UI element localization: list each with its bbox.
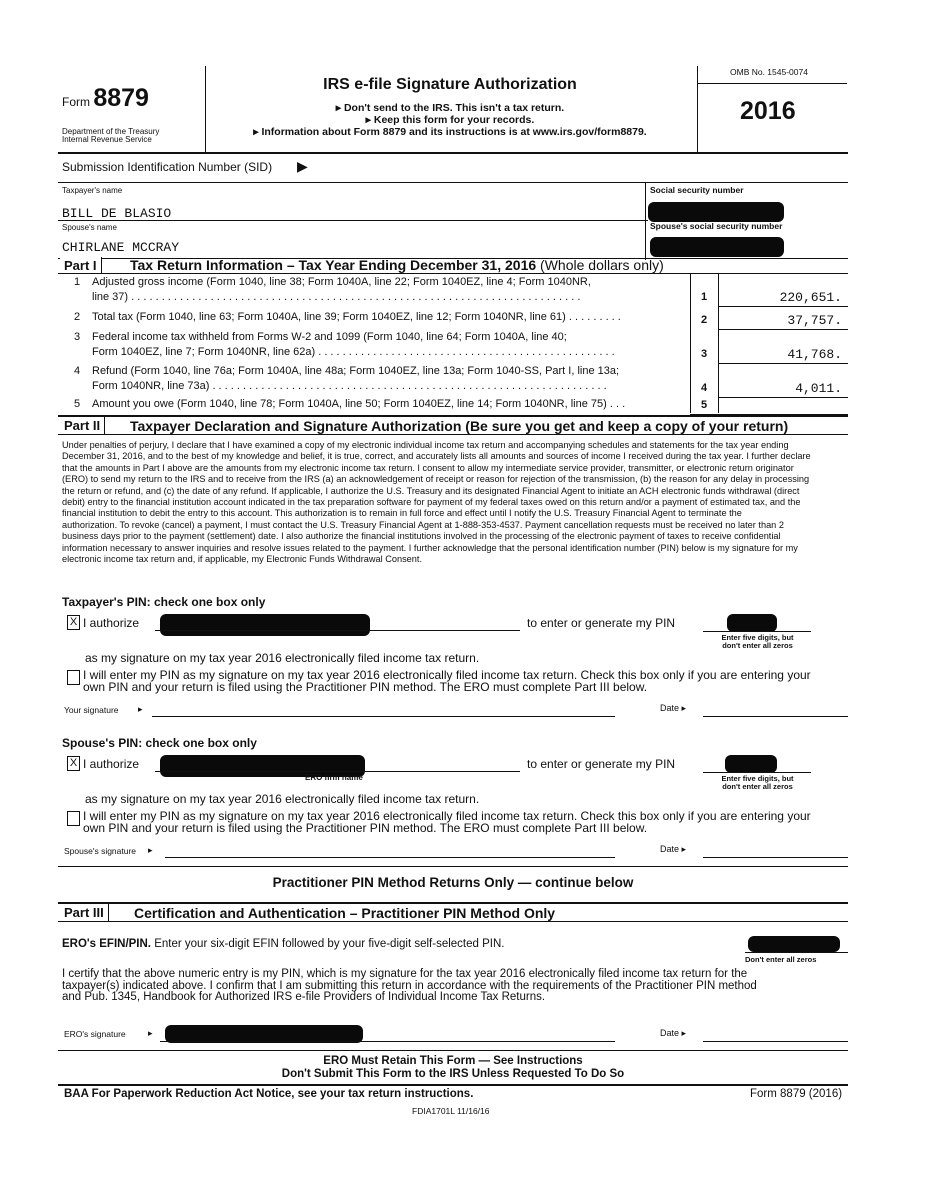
baa-notice: BAA For Paperwork Reduction Act Notice, see your tax return instructions. (64, 1088, 474, 1100)
line-number: 5 (74, 398, 81, 410)
line-amount[interactable]: 220,651. (779, 290, 842, 305)
taxpayer-own-pin-checkbox[interactable] (67, 670, 80, 685)
practitioner-top-rule (58, 866, 848, 867)
spouse-pin-heading: Spouse's PIN: check one box only (62, 736, 257, 750)
part2-top-rule (58, 415, 848, 417)
line-description: Total tax (Form 1040, line 63; Form 1040A, line 39; Form 1040EZ, line 12; Form 1040NR, line 61) . . . . . . . . . (92, 311, 621, 323)
taxpayer-name-value: BILL DE BLASIO (62, 206, 172, 221)
form-number: 8879 (93, 84, 149, 112)
spouse-date-label: Date ▸ (660, 844, 687, 854)
line-number-column-right (718, 273, 719, 413)
amount-rule (718, 306, 848, 307)
part2-title: Taxpayer Declaration and Signature Authorization (Be sure you get and keep a copy of your return) (130, 418, 789, 434)
declaration-line: electronic income tax return and, if applicable, my Electronic Funds Withdrawal Consent. (62, 554, 423, 565)
part1-title: Tax Return Information – Tax Year Ending December 31, 2016 (130, 257, 537, 273)
part2-heading-rule (58, 434, 848, 435)
spouse-enter-pin-label: to enter or generate my PIN (527, 757, 676, 771)
form-label (62, 84, 149, 113)
spouse-ssn-label: Spouse's social security number (650, 221, 783, 231)
taxpayer-ero-redaction (160, 614, 370, 636)
line-box-number: 5 (701, 399, 708, 411)
retain-notice (58, 1055, 848, 1080)
amount-rule (718, 329, 848, 330)
taxpayer-pin-heading: Taxpayer's PIN: check one box only (62, 595, 266, 609)
taxpayer-as-signature: as my signature on my tax year 2016 electronically filed income tax return. (85, 651, 480, 665)
spouse-name-label: Spouse's name (62, 223, 117, 232)
line-box-number: 3 (701, 348, 708, 360)
part3-title: Certification and Authentication – Practitioner PIN Method Only (134, 905, 556, 921)
part1-title-note: (Whole dollars only) (540, 257, 664, 273)
efin-text: Enter your six-digit EFIN followed by your five-digit self-selected PIN. (154, 938, 505, 950)
spouse-name-value: CHIRLANE MCCRAY (62, 240, 180, 255)
line-description-continued: Form 1040EZ, line 7; Form 1040NR, line 62a) . . . . . . . . . . . . . . . . . . . . . . . . . . . . . . . . . . . . . . . . . . . . . . . . . (92, 346, 615, 358)
retain-line-1: ERO Must Retain This Form — See Instructions (323, 1055, 583, 1067)
form-title: IRS e-file Signature Authorization (323, 76, 577, 93)
line-description: Adjusted gross income (Form 1040, line 38; Form 1040A, line 22; Form 1040EZ, line 4; Form 1040NR, (92, 276, 591, 288)
spouse-authorize-label: I authorize (83, 757, 140, 771)
line-amount[interactable]: 37,757. (787, 313, 842, 328)
subtitle-line-1: ▸ Don't send to the IRS. This isn't a tax return. (335, 102, 565, 114)
ero-signature-field[interactable] (160, 1041, 615, 1042)
efin-pin-redaction (748, 936, 840, 952)
your-signature-field[interactable] (152, 716, 615, 717)
line-box-number: 4 (701, 382, 708, 394)
declaration-line: business days prior to the payment (settlement) date. I also authorize the financial institutions involved in the processing of the electronic payment of taxes to receive confidential (62, 531, 781, 542)
certify-line-1: I certify that the above numeric entry is my PIN, which is my signature for the tax year 2016 electronically filed income tax return for the (62, 968, 748, 980)
part3-label: Part III (60, 904, 109, 921)
form-subtitle (215, 102, 685, 138)
line-description: Refund (Form 1040, line 76a; Form 1040A, line 48a; Form 1040EZ, line 13a; Form 1040-SS, Part I, line 13a; (92, 365, 620, 377)
taxpayer-own-pin-text (83, 669, 811, 693)
sid-label: Submission Identification Number (SID) (62, 160, 273, 174)
pin-hint-line-2: don't enter all zeros (722, 641, 793, 650)
subtitle-line-2: ▸ Keep this form for your records. (365, 114, 535, 126)
spouse-own-pin-text (83, 810, 811, 834)
omb-number: OMB No. 1545-0074 (730, 67, 808, 77)
amount-rule (718, 397, 848, 398)
own-pin-line-2: own PIN and your return is filed using the Practitioner PIN method. The ERO must complete Part III below. (83, 680, 648, 694)
ssn-divider (645, 182, 646, 260)
pin-hint-line-1: Enter five digits, but (721, 633, 794, 642)
declaration-text (62, 440, 852, 565)
line-description-continued: line 37) . . . . . . . . . . . . . . . . . . . . . . . . . . . . . . . . . . . . . . . . . . . . . . . . . . . . . . . . . . . . . . . . . . . . . . . . . . (92, 291, 581, 303)
declaration-line: December 31, 2016, and to the best of my knowledge and belief, it is true, correct, and accurately lists all amounts and sources of income I received during the tax year. I further declare (62, 451, 811, 462)
part1-heading-rule (58, 273, 848, 274)
spouse-pin-hint (700, 775, 815, 791)
part2-label: Part II (60, 417, 105, 434)
spouse-date-field[interactable] (703, 857, 848, 858)
line-number: 4 (74, 365, 81, 377)
ero-date-field[interactable] (703, 1041, 848, 1042)
taxpayer-pin-field[interactable] (703, 631, 811, 632)
line-amount[interactable]: 4,011. (795, 381, 842, 396)
taxpayer-ero-name-field[interactable] (155, 630, 520, 631)
line-number: 1 (74, 276, 81, 288)
spouse-signature-field[interactable] (165, 857, 615, 858)
own-pin-line-1: I will enter my PIN as my signature on my tax year 2016 electronically filed income tax return. Check this box only if you are entering your (83, 668, 811, 682)
line-number-column-left (690, 273, 691, 413)
declaration-line: Under penalties of perjury, I declare that I have examined a copy of my electronic individual income tax return and accompanying schedules and statements for the tax year ending (62, 440, 789, 450)
line-box-number: 1 (701, 291, 708, 303)
spouse-ero-name-field[interactable] (155, 771, 520, 772)
dept-line-1: Department of the Treasury (62, 127, 160, 136)
line-number: 3 (74, 331, 81, 343)
part3-heading-rule (58, 921, 848, 922)
spouse-as-signature: as my signature on my tax year 2016 electronically filed income tax return. (85, 792, 480, 806)
certification-text (62, 969, 757, 1004)
line-amount[interactable]: 41,768. (787, 347, 842, 362)
own-pin-line-1: I will enter my PIN as my signature on my tax year 2016 electronically filed income tax return. Check this box only if you are entering your (83, 809, 811, 823)
declaration-line: authorization. To revoke (cancel) a payment, I must contact the U.S. Treasury Financial Agent at 1-888-353-4537. Payment cancellation requests must be received no later than 2 (62, 519, 784, 530)
spouse-own-pin-checkbox[interactable] (67, 811, 80, 826)
efin-label: ERO's EFIN/PIN. (62, 938, 152, 950)
line-box-number: 2 (701, 314, 708, 326)
spouse-signature-arrow-icon: ▸ (148, 845, 153, 855)
retain-top-rule (58, 1050, 848, 1051)
part1-label: Part I (60, 257, 102, 274)
form-code: FDIA1701L 11/16/16 (412, 1106, 490, 1116)
taxpayer-pin-redaction (727, 614, 777, 632)
line-description-continued: Form 1040NR, line 73a) . . . . . . . . . . . . . . . . . . . . . . . . . . . . . . . . . . . . . . . . . . . . . . . . . . . . . . . . . . . . . . . . . (92, 380, 607, 392)
ero-signature-arrow-icon: ▸ (148, 1028, 153, 1038)
taxpayer-authorize-checkbox[interactable]: X (67, 615, 80, 630)
sid-bottom-rule (58, 182, 848, 183)
taxpayer-name-rule (58, 220, 648, 221)
omb-rule (697, 83, 847, 84)
part3-top-rule (58, 902, 848, 904)
subtitle-line-3: ▸ Information about Form 8879 and its instructions is at www.irs.gov/form8879. (253, 126, 647, 138)
dept-line-2: Internal Revenue Service (62, 135, 152, 144)
pin-hint-line-1: Enter five digits, but (721, 774, 794, 783)
your-signature-label: Your signature (64, 705, 119, 715)
amount-rule (718, 363, 848, 364)
declaration-line: that the amounts in Part I above are the amounts from my electronic income tax return. I consent to allow my intermediate service provider, transmitter, or electronic return originator (62, 462, 794, 473)
certify-line-3: and Pub. 1345, Handbook for Authorized IRS e-file Providers of Individual Income Tax Returns. (62, 991, 546, 1003)
spouse-authorize-checkbox[interactable]: X (67, 756, 80, 771)
ssn-label: Social security number (650, 185, 744, 195)
retain-line-2: Don't Submit This Form to the IRS Unless Requested To Do So (281, 1067, 625, 1080)
ero-date-label: Date ▸ (660, 1028, 687, 1038)
declaration-line: information necessary to answer inquiries and resolve issues related to the payment. I further acknowledge that the personal identification number (PIN) below is my signature for my (62, 542, 798, 553)
form-word: Form (62, 95, 90, 109)
taxpayer-name-label: Taxpayer's name (62, 186, 123, 195)
certify-line-2: taxpayer(s) indicated above. I confirm that I am submitting this return in accordance with the requirements of the Practitioner PIN method (62, 979, 757, 992)
declaration-line: debit) entry to the financial institution account indicated in the tax preparation software for payment of my federal taxes owed on this return and/or a payment of estimated tax, and the (62, 497, 801, 508)
your-date-field[interactable] (703, 716, 848, 717)
declaration-line: the return or refund, and (c) the date of any refund. If applicable, I authorize the U.S. Treasury and its designated Financial Agent to initiate an ACH electronic funds withdrawal (direct (62, 485, 800, 496)
tax-year: 2016 (740, 97, 796, 125)
taxpayer-authorize-label: I authorize (83, 616, 140, 630)
sid-arrow-icon: ▶ (297, 158, 308, 174)
header-divider-right (697, 66, 698, 152)
part1-heading (130, 257, 664, 273)
line-description: Federal income tax withheld from Forms W-2 and 1099 (Form 1040, line 64; Form 1040A, line 40; (92, 331, 567, 343)
spouse-pin-redaction (725, 755, 777, 773)
efin-zeros-note: Don't enter all zeros (745, 955, 817, 964)
taxpayer-pin-hint (700, 634, 815, 650)
declaration-line: financial institution to debit the entry to this account. This authorization is to remain in full force and effect until I notify the U.S. Treasury Financial Agent to terminate the (62, 508, 742, 519)
your-signature-arrow-icon: ▸ (138, 704, 143, 714)
ssn-redaction (648, 202, 784, 222)
efin-pin-field[interactable] (745, 952, 848, 953)
spouse-pin-field[interactable] (703, 772, 811, 773)
efin-instruction (62, 938, 504, 950)
ero-firm-name-label: ERO firm name (305, 773, 363, 782)
your-date-label: Date ▸ (660, 703, 687, 713)
own-pin-line-2: own PIN and your return is filed using the Practitioner PIN method. The ERO must complete Part III below. (83, 821, 648, 835)
taxpayer-enter-pin-label: to enter or generate my PIN (527, 616, 676, 630)
pin-hint-line-2: don't enter all zeros (722, 782, 793, 791)
header-bottom-rule (58, 152, 848, 154)
footer-top-rule (58, 1084, 848, 1086)
declaration-line: (ERO) to send my return to the IRS and to receive from the IRS (a) an acknowledgement of receipt or reason for rejection of the transmission, (b) the reason for any delay in processing (62, 474, 810, 485)
department-label (62, 128, 159, 144)
form-reference: Form 8879 (2016) (750, 1088, 843, 1100)
header-divider-left (205, 66, 206, 152)
ero-signature-label: ERO's signature (64, 1029, 126, 1039)
spouse-signature-label: Spouse's signature (64, 846, 137, 856)
line-number: 2 (74, 311, 81, 323)
spouse-ssn-redaction (650, 237, 784, 257)
line-description: Amount you owe (Form 1040, line 78; Form 1040A, line 50; Form 1040EZ, line 14; Form 1040NR, line 75) . . . (92, 398, 626, 410)
practitioner-heading: Practitioner PIN Method Returns Only — continue below (272, 875, 634, 890)
